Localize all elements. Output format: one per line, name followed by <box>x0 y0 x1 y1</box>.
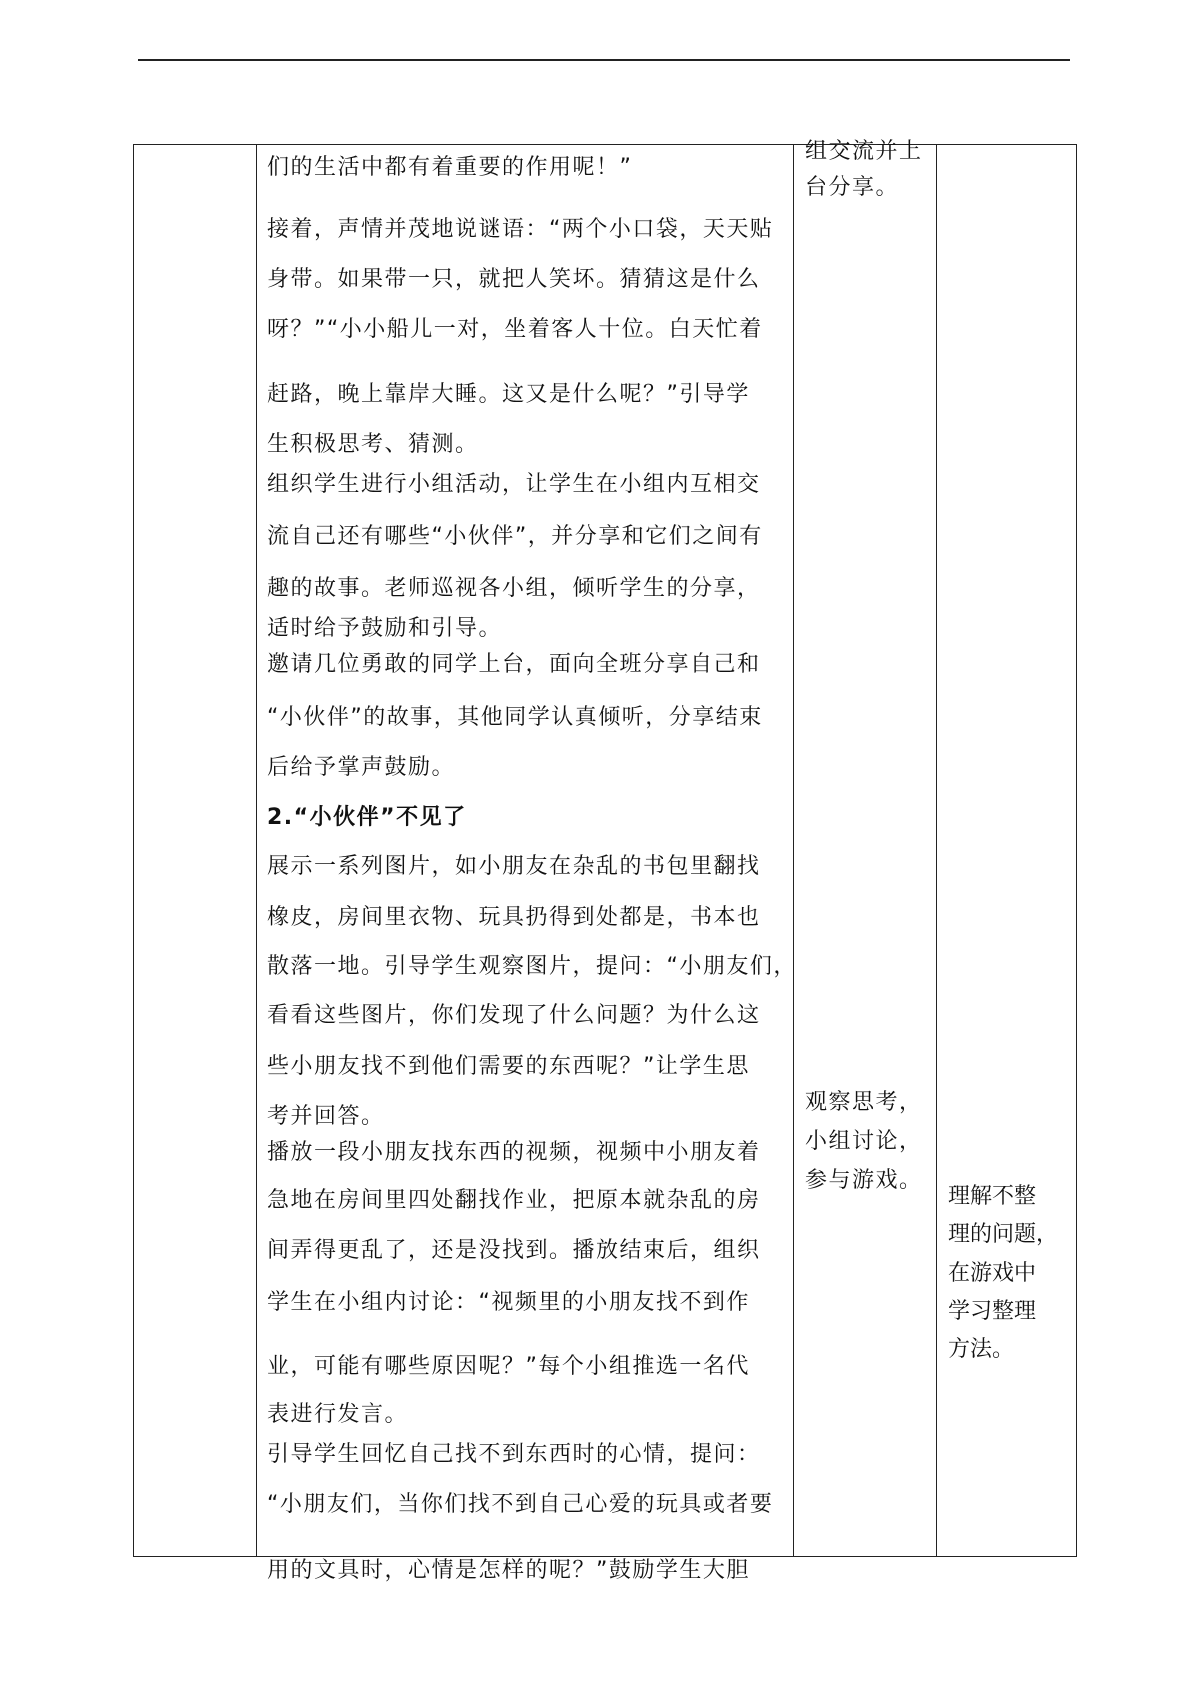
student-activity-line: 参与游戏。 <box>805 1168 923 1193</box>
text-line: 呀？”“小小船儿一对，坐着客人十位。白天忙着 <box>267 317 763 342</box>
text-line: 业，可能有哪些原因呢？”每个小组推选一名代 <box>267 1354 750 1379</box>
student-activity-line: 组交流并上 <box>805 139 923 164</box>
text-line: 后给予掌声鼓励。 <box>267 755 456 780</box>
text-line: 们的生活中都有着重要的作用呢！” <box>267 155 633 180</box>
header-rule <box>138 59 1070 61</box>
student-activity-line: 台分享。 <box>805 175 900 200</box>
text-line: 散落一地。引导学生观察图片，提问：“小朋友们， <box>267 954 797 979</box>
text-line: 邀请几位勇敢的同学上台，面向全班分享自己和 <box>267 652 761 677</box>
text-line: 接着，声情并茂地说谜语：“两个小口袋，天天贴 <box>267 217 774 242</box>
design-intent-line: 方法。 <box>948 1337 1015 1362</box>
text-line: 适时给予鼓励和引导。 <box>267 616 503 641</box>
text-line: 看看这些图片，你们发现了什么问题？为什么这 <box>267 1003 761 1028</box>
text-line: 表进行发言。 <box>267 1402 409 1427</box>
text-line: 引导学生回忆自己找不到东西时的心情，提问： <box>267 1442 761 1467</box>
design-intent-line: 理解不整 <box>948 1184 1037 1209</box>
text-line: “小朋友们，当你们找不到自己心爱的玩具或者要 <box>267 1492 774 1517</box>
design-intent-line: 在游戏中 <box>948 1261 1037 1286</box>
text-line: 用的文具时，心情是怎样的呢？”鼓励学生大胆 <box>267 1558 750 1583</box>
text-line: 播放一段小朋友找东西的视频，视频中小朋友着 <box>267 1140 761 1165</box>
design-intent-line: 学习整理 <box>948 1299 1037 1324</box>
column-divider-3 <box>936 144 937 1557</box>
column-divider-2 <box>793 144 794 1557</box>
text-line: 身带。如果带一只，就把人笑坏。猜猜这是什么 <box>267 267 761 292</box>
text-line: 些小朋友找不到他们需要的东西呢？”让学生思 <box>267 1054 750 1079</box>
text-line: 展示一系列图片，如小朋友在杂乱的书包里翻找 <box>267 854 761 879</box>
text-line: 赶路，晚上靠岸大睡。这又是什么呢？”引导学 <box>267 382 750 407</box>
text-line: 急地在房间里四处翻找作业，把原本就杂乱的房 <box>267 1188 761 1213</box>
student-activity-line: 小组讨论， <box>805 1129 923 1154</box>
text-line: 橡皮，房间里衣物、玩具扔得到处都是，书本也 <box>267 905 761 930</box>
text-line: 学生在小组内讨论：“视频里的小朋友找不到作 <box>267 1290 750 1315</box>
text-line: 考并回答。 <box>267 1104 385 1129</box>
design-intent-line: 理的问题， <box>948 1222 1059 1247</box>
text-line: “小伙伴”的故事，其他同学认真倾听，分享结束 <box>267 705 763 730</box>
student-activity-line: 观察思考， <box>805 1090 923 1115</box>
section-heading: 2.“小伙伴”不见了 <box>267 805 467 830</box>
text-line: 趣的故事。老师巡视各小组，倾听学生的分享， <box>267 576 761 601</box>
text-line: 组织学生进行小组活动，让学生在小组内互相交 <box>267 472 761 497</box>
text-line: 间弄得更乱了，还是没找到。播放结束后，组织 <box>267 1238 761 1263</box>
column-divider-1 <box>256 144 257 1557</box>
text-line: 流自己还有哪些“小伙伴”，并分享和它们之间有 <box>267 524 763 549</box>
text-line: 生积极思考、猜测。 <box>267 432 479 457</box>
